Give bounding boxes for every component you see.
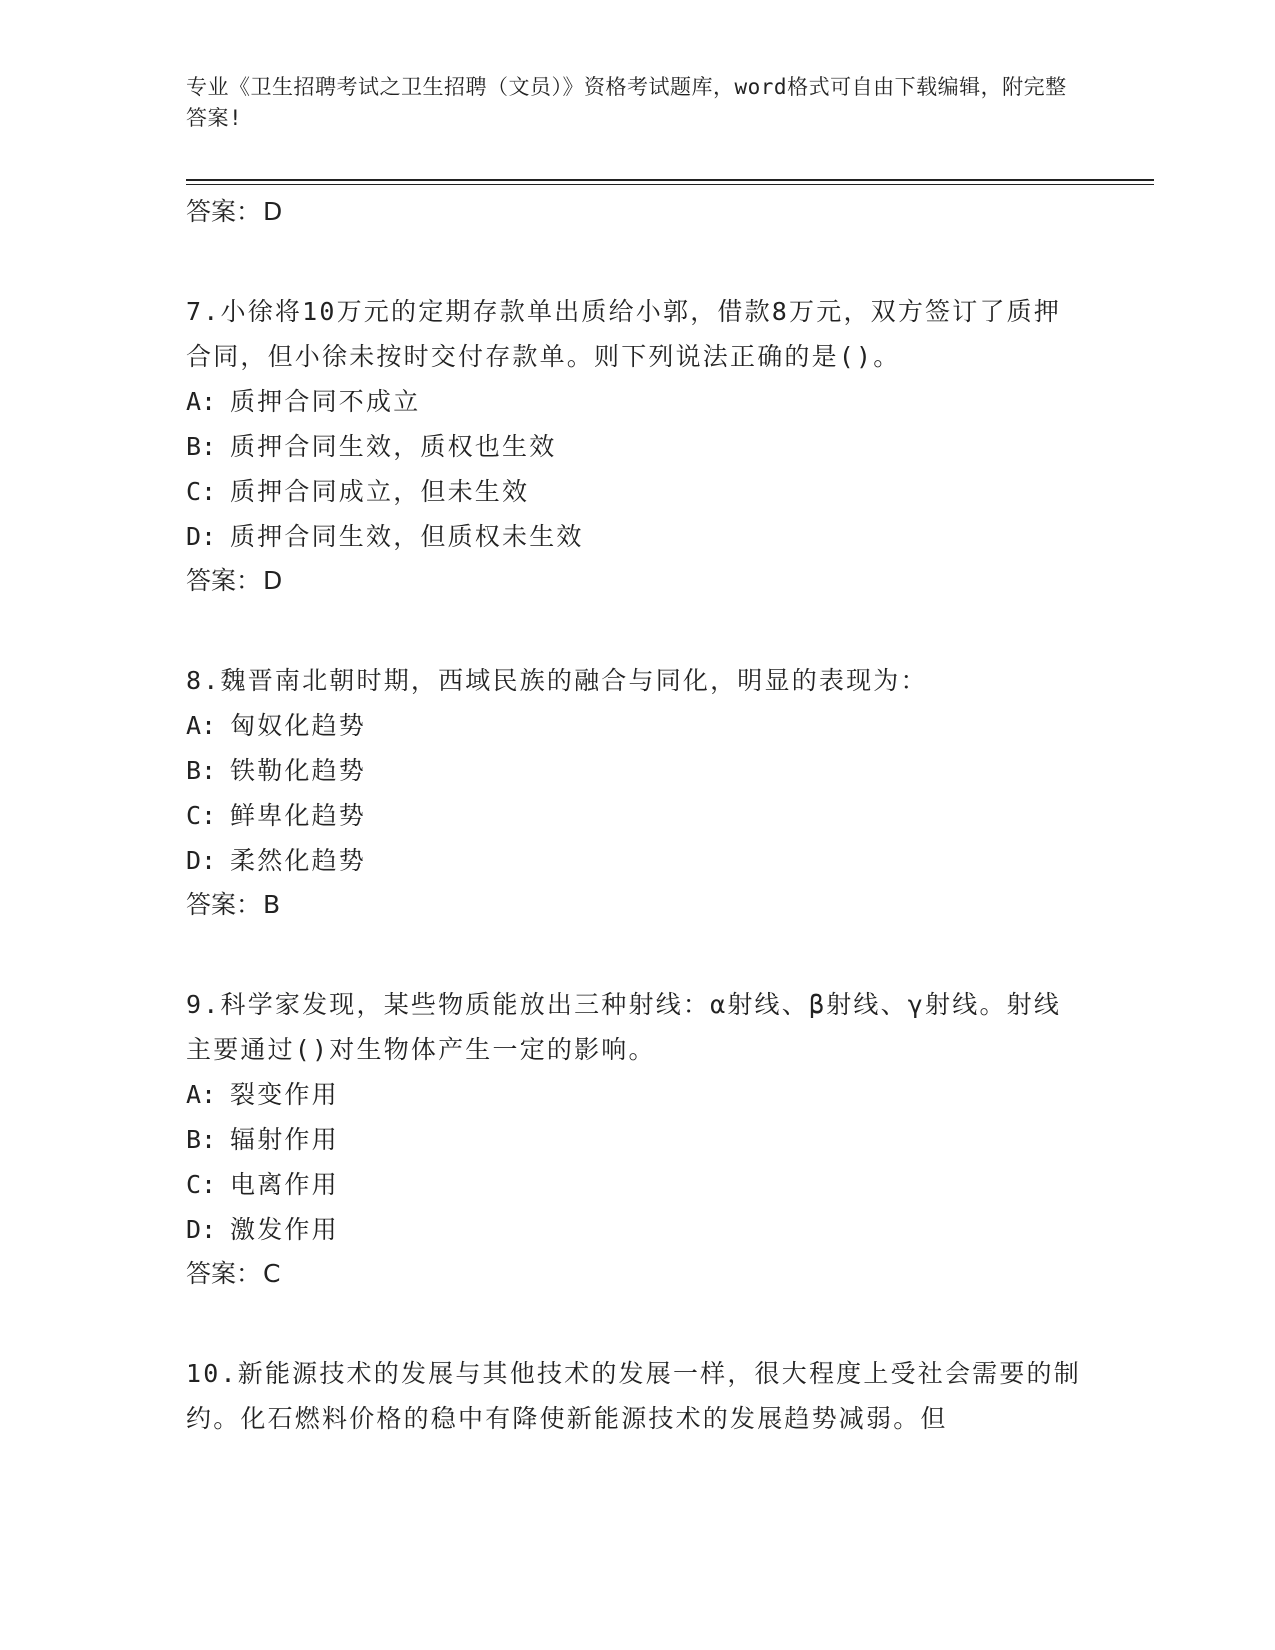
question-text: 7.小徐将10万元的定期存款单出质给小郭，借款8万元，双方签订了质押合同，但小徐未按时交付存款单。则下列说法正确的是()。 (186, 297, 1062, 371)
question-text: 8.魏晋南北朝时期，西域民族的融合与同化，明显的表现为： (186, 666, 928, 695)
option-c: C: 电离作用 (186, 1170, 339, 1199)
answer-line: 答案：B (186, 890, 281, 919)
option-a: A: 裂变作用 (186, 1080, 339, 1109)
option-b: B: 铁勒化趋势 (186, 756, 367, 785)
option-a: A: 匈奴化趋势 (186, 711, 367, 740)
answer-line: 答案：C (186, 1259, 281, 1288)
question-text: 10.新能源技术的发展与其他技术的发展一样，很大程度上受社会需要的制约。化石燃料价格的稳中有降使新能源技术的发展趋势减弱。但 (186, 1359, 1081, 1433)
option-d: D: 质押合同生效，但质权未生效 (186, 522, 584, 551)
question-content (186, 190, 1086, 1441)
answer-line: 答案：D (186, 566, 283, 595)
option-a: A: 质押合同不成立 (186, 387, 421, 416)
question-7 (186, 289, 1086, 603)
option-b: B: 质押合同生效，质权也生效 (186, 432, 557, 461)
option-c: C: 鲜卑化趋势 (186, 801, 367, 830)
option-b: B: 辐射作用 (186, 1125, 339, 1154)
question-8 (186, 658, 1086, 927)
question-9 (186, 982, 1086, 1296)
question-text: 9.科学家发现，某些物质能放出三种射线：α射线、β射线、γ射线。射线主要通过()对生物体产生一定的影响。 (186, 990, 1062, 1064)
option-d: D: 激发作用 (186, 1215, 339, 1244)
option-d: D: 柔然化趋势 (186, 846, 367, 875)
header-rule-thin (186, 184, 1154, 185)
option-c: C: 质押合同成立，但未生效 (186, 477, 530, 506)
header-rule (186, 179, 1154, 181)
answer-line-prev: 答案：D (186, 197, 283, 226)
question-10 (186, 1351, 1086, 1441)
page-header: 专业《卫生招聘考试之卫生招聘（文员）》资格考试题库，word格式可自由下载编辑，附完整答案! (186, 75, 1067, 130)
